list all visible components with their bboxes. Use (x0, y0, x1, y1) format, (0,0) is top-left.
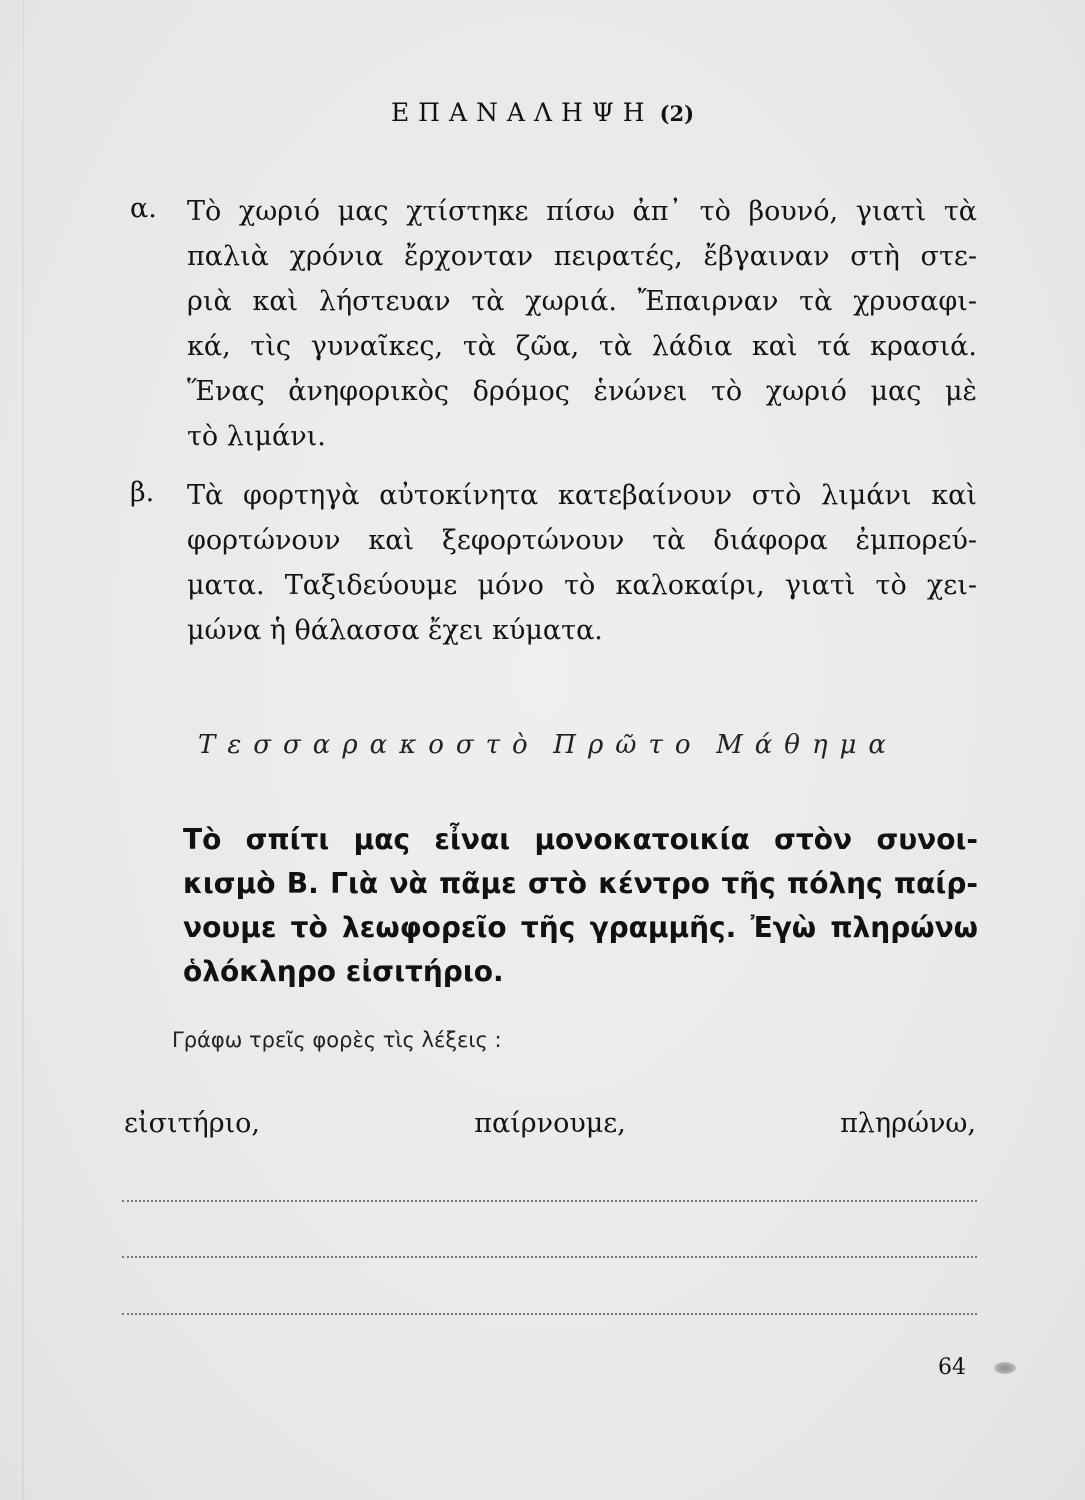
paragraph-a-line: τὸ λιμάνι. (187, 421, 326, 452)
paragraph-b-line: μώνα ἡ θάλασσα ἔχει κύματα. (187, 615, 603, 646)
lesson-title-word: Πρῶτο (553, 730, 703, 760)
exercise-word: πληρώνω, (840, 1108, 976, 1139)
lesson-text-line: κισμὸ Β. Γιὰ νὰ πᾶμε στὸ κέντρο τῆς πόλης παίρ- (183, 867, 978, 900)
exercise-word: εἰσιτήριο, (124, 1108, 261, 1139)
paragraph-a-marker: α. (130, 193, 157, 224)
lesson-text-line: Τὸ σπίτι μας εἶναι μονοκατοικία στὸν συνοι- (183, 823, 978, 856)
paragraph-a-line: Τὸ χωριό μας χτίστηκε πίσω ἀπ᾿ τὸ βουνό, γιατὶ τὰ (187, 196, 977, 227)
page-number: 64 (938, 1355, 966, 1380)
paragraph-a-line: κά, τὶς γυναῖκες, τὰ ζῶα, τὰ λάδια καὶ τά κρασιά. (187, 331, 977, 362)
page-binding-edge (22, 0, 24, 1500)
ink-smudge (994, 1362, 1016, 1374)
lesson-text-line: ὁλόκληρο εἰσιτήριο. (183, 955, 504, 988)
writing-line (122, 1256, 977, 1258)
paragraph-b-line: ματα. Ταξιδεύουμε μόνο τὸ καλοκαίρι, γιατὶ τὸ χει- (187, 570, 977, 601)
exercise-word: παίρνουμε, (474, 1108, 626, 1139)
writing-line (122, 1313, 977, 1315)
lesson-title-word: Τεσσαρακοστὸ (198, 730, 540, 760)
paragraph-b-marker: β. (130, 477, 155, 508)
page-header (0, 98, 1085, 127)
paragraph-b-line: φορτώνουν καὶ ξεφορτώνουν τὰ διάφορα ἐμπορεύ- (187, 525, 977, 556)
paragraph-a-line: ριὰ καὶ λήστευαν τὰ χωριά. Ἔπαιρναν τὰ χρυσαφι- (187, 286, 977, 317)
writing-line (122, 1200, 977, 1202)
lesson-title-word: Μάθημα (716, 730, 898, 760)
paragraph-a-line: παλιὰ χρόνια ἔρχονταν πειρατές, ἔβγαιναν στὴ στε- (187, 241, 977, 272)
header-number: (2) (659, 101, 695, 126)
paragraph-b-line: Τὰ φορτηγὰ αὐτοκίνητα κατεβαίνουν στὸ λιμάνι καὶ (187, 480, 977, 511)
exercise-instruction: Γράφω τρεῖς φορὲς τὶς λέξεις : (172, 1028, 502, 1052)
exercise-words (124, 1108, 976, 1139)
paragraph-a-line: Ἕνας ἀνηφορικὸς δρόμος ἑνώνει τὸ χωριό μας μὲ (187, 376, 977, 407)
header-title: ΕΠΑΝΑΛΗΨΗ (390, 98, 654, 127)
lesson-text-line: νουμε τὸ λεωφορεῖο τῆς γραμμῆς. Ἐγὼ πληρώνω (183, 911, 978, 944)
lesson-title (198, 730, 898, 760)
